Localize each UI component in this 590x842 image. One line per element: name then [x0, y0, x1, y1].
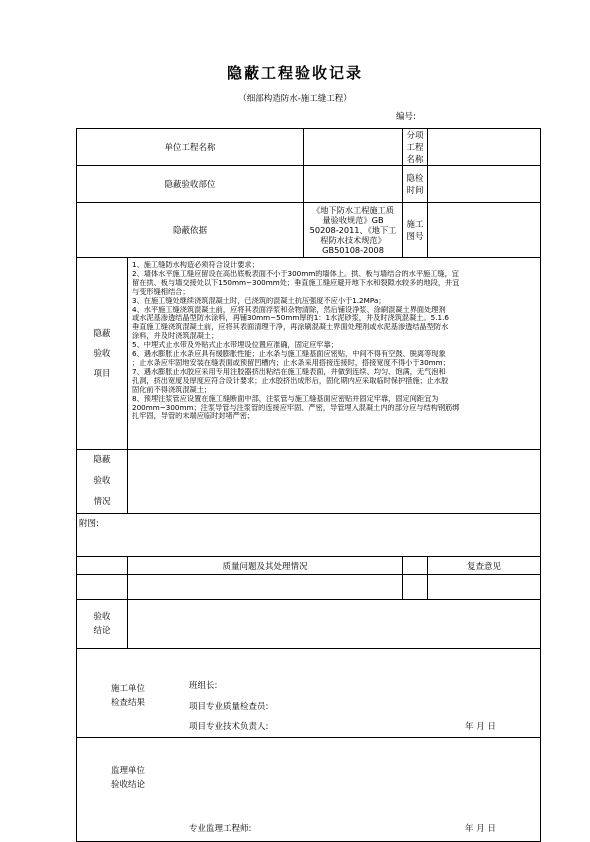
basis-line: 50208-2011、《地下工程防水技术规范》	[309, 225, 397, 245]
drawing-no-label: 施工图号	[403, 203, 428, 258]
row-inspection-status	[77, 450, 541, 514]
inspection-item-line: 8、预埋注浆管应设置在施工缝断面中部，注浆管与施工缝基面应密贴并固定牢靠，固定间距宜为	[132, 394, 439, 403]
quality-inspector-field[interactable]: 项目专业质量检查员:	[189, 702, 269, 712]
inspection-item-line: ；止水条应牢固地安装在缝表面或预留凹槽内；止水条采用搭接连接时，搭接宽度不得小于30mm；	[132, 358, 450, 367]
supervising-engineer-field[interactable]: 专业监理工程师:	[189, 824, 252, 834]
inspection-item-line: 3、在施工缝处继续浇筑混凝土时，已浇筑的混凝土抗压强度不应小于1.2MPa；	[132, 296, 386, 305]
conclusion-label	[77, 600, 128, 649]
inspection-status-label-line: 隐蔽	[93, 455, 111, 465]
supervisor-label-line: 验收结论	[111, 780, 146, 790]
supervisor-check-area	[77, 738, 541, 842]
contractor-check-area	[77, 649, 541, 738]
basis-value	[304, 203, 403, 258]
inspection-item-line: 4、水平施工缝浇筑混凝土前，应将其表面浮浆和杂物清除，然后铺设净浆、涂刷混凝土界面处理剂	[132, 305, 446, 314]
page-subtitle: （细部构造防水-施工缝工程）	[238, 94, 352, 104]
conclusion-label-line: 验收	[93, 612, 111, 622]
conclusion-label-line: 结论	[93, 626, 111, 636]
row-conclusion	[77, 600, 541, 649]
page-title: 隐蔽工程验收记录	[226, 64, 363, 82]
inspection-item-line: 涂料，并及时浇筑混凝土；	[132, 332, 219, 341]
inspection-status-label-line: 情况	[93, 497, 111, 507]
contractor-date[interactable]: 年 月 日	[465, 722, 496, 732]
inspection-time-label: 隐检时间	[403, 166, 428, 203]
supervisor-label	[111, 764, 145, 792]
inspection-part-value[interactable]	[304, 166, 403, 203]
inspection-item-line: 1、施工缝防水构造必须符合设计要求；	[132, 261, 259, 269]
basis-line: 《地下防水工程施工质量验收规范》GB	[312, 205, 394, 225]
recheck-header: 复查意见	[428, 557, 541, 575]
inspection-record-table	[76, 128, 541, 842]
inspection-items-content	[128, 258, 541, 450]
basis-line: GB50108-2008	[322, 245, 384, 255]
drawing-no-value[interactable]	[428, 203, 541, 258]
supervisor-label-line: 监理单位	[111, 766, 146, 776]
conclusion-value[interactable]	[128, 600, 541, 649]
inspection-status-label-line: 验收	[93, 476, 111, 486]
contractor-label-line: 施工单位	[111, 684, 146, 694]
inspection-items-label-line: 项目	[93, 368, 111, 379]
issues-content-spacer	[77, 575, 128, 600]
basis-label: 隐蔽依据	[77, 203, 304, 258]
inspection-items-label-line: 验收	[93, 348, 111, 359]
issues-header: 质量问题及其处理情况	[128, 557, 403, 575]
row-issues-content	[77, 575, 541, 600]
tech-lead-field[interactable]: 项目专业技术负责人:	[189, 722, 269, 732]
row-attachment	[77, 514, 541, 557]
inspection-status-value[interactable]	[128, 450, 541, 514]
supervisor-date[interactable]: 年 月 日	[465, 824, 496, 834]
sub-project-value[interactable]	[428, 129, 541, 166]
contractor-label	[111, 682, 145, 710]
inspection-items-label-line: 隐蔽	[93, 328, 111, 339]
issues-header-gap	[403, 557, 428, 575]
issues-header-spacer	[77, 557, 128, 575]
issues-content[interactable]	[128, 575, 403, 600]
inspection-item-line: 7、遇水膨胀止水胶应采用专用注胶器挤出粘结在施工缝表面，并做到连续、均匀、饱满，无气泡和	[132, 367, 446, 376]
inspection-part-label: 隐蔽验收部位	[77, 166, 304, 203]
inspection-item-line: 扎牢固，导管的末端应临时封堵严密；	[132, 412, 255, 421]
row-inspection-part	[77, 166, 541, 203]
row-contractor	[77, 649, 541, 738]
row-basis	[77, 203, 541, 258]
sub-project-label: 分项工程名称	[403, 129, 428, 166]
inspection-time-value[interactable]	[428, 166, 541, 203]
inspection-item-line: 固化前不得浇筑混凝土；	[132, 385, 212, 394]
serial-number-label: 编号:	[396, 112, 416, 122]
inspection-item-line: 与变形缝相结合；	[132, 287, 190, 296]
inspection-items-label	[77, 258, 128, 450]
team-leader-field[interactable]: 班组长:	[189, 681, 218, 691]
contractor-label-line: 检查结果	[111, 698, 146, 708]
issues-content-gap	[403, 575, 428, 600]
unit-project-label: 单位工程名称	[77, 129, 304, 166]
inspection-item-line: 6、遇水膨胀止水条应具有缓膨胀性能；止水条与施工缝基面应密贴，中间不得有空鼓、脱离等现象	[132, 350, 446, 359]
row-supervisor	[77, 738, 541, 842]
recheck-content[interactable]	[428, 575, 541, 600]
row-unit-project	[77, 129, 541, 166]
attachment-area[interactable]	[77, 514, 541, 557]
inspection-item-line: 或水泥基渗透结晶型防水涂料，再铺30mm~50mm厚的1：1水泥砂浆，并及时浇筑混凝土。5.1.6	[132, 314, 449, 323]
inspection-status-label	[77, 450, 128, 514]
inspection-item-line: 孔洞，挤出宽度及厚度应符合设计要求；止水胶挤出成形后，固化期内应采取临时保护措施；止水胶	[132, 376, 449, 385]
inspection-item-line: 5、中埋式止水带及外贴式止水带埋设位置应准确，固定应牢靠；	[132, 341, 338, 350]
inspection-item-line: 留在拱、板与墙交接处以下150mm~300mm处；垂直施工缝应避开地下水和裂隙水较多的地段，并宜	[132, 278, 460, 287]
attachment-label: 附图:	[79, 519, 99, 529]
row-inspection-items	[77, 258, 541, 450]
inspection-item-line: 200mm~300mm；注浆导管与注浆管的连接应牢固、严密，导管埋入混凝土内的部分应与结构钢筋绑	[132, 403, 460, 412]
inspection-item-line: 垂直施工缝浇筑混凝土前，应将其表面清理干净，再涂刷混凝土界面处理剂或水泥基渗透结晶型防水	[132, 323, 449, 332]
inspection-item-line: 2、墙体水平施工缝应留设在高出底板表面不小于300mm的墙体上。拱、板与墙结合的水平施工缝，宜	[132, 269, 459, 278]
row-issues-header	[77, 557, 541, 575]
unit-project-value[interactable]	[304, 129, 403, 166]
